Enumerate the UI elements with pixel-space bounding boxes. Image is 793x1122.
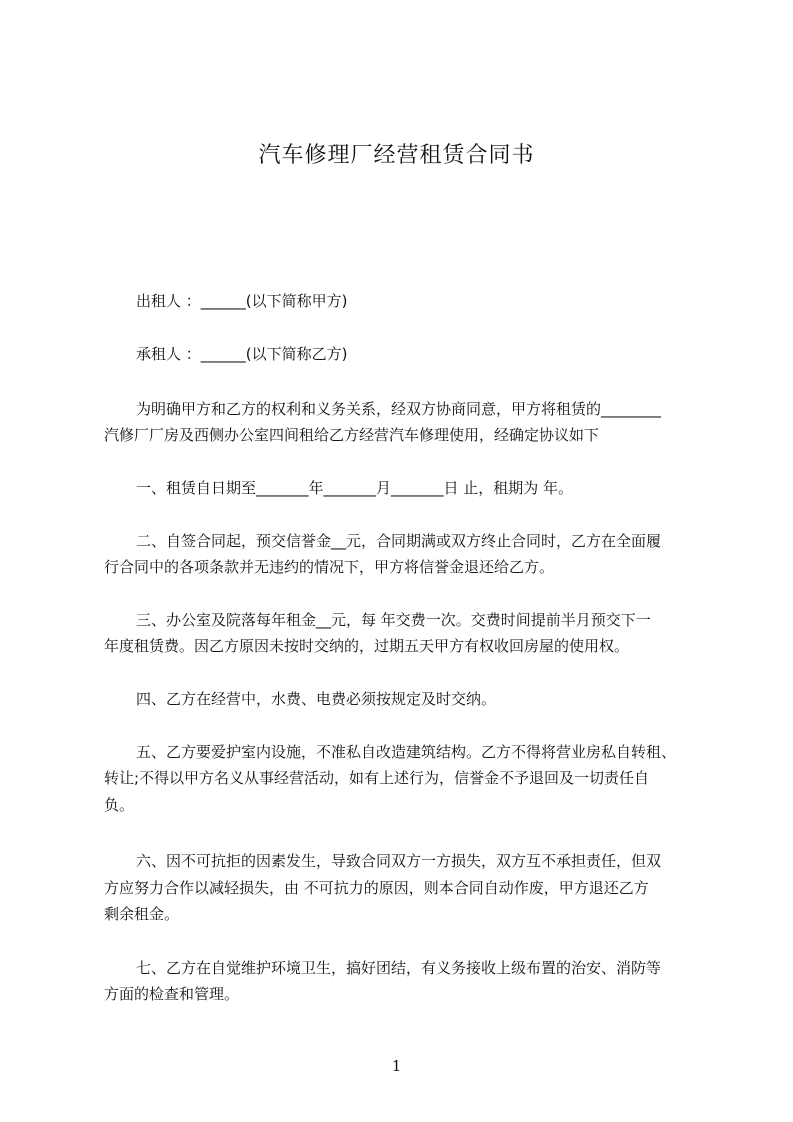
clause-7-line-2: 方面的检查和管理。 — [104, 985, 240, 1003]
clause-3-line-1: 三、办公室及院落每年租金__元，每 年交费一次。交费时间提前半月预交下一 — [136, 611, 651, 629]
clause-2-line-1: 二、自签合同起，预交信誉金__元，合同期满或双方终止合同时，乙方在全面履 — [136, 532, 662, 550]
clause-6-line-1: 六、因不可抗拒的因素发生，导致合同双方一方损失，双方互不承担责任，但双 — [136, 852, 662, 870]
clause-5-line-2: 转让;不得以甲方名义从事经营活动，如有上述行为，信誉金不予退回及一切责任自 — [104, 769, 650, 787]
clause-5-line-3: 负。 — [104, 796, 135, 814]
intro-line-1: 为明确甲方和乙方的权利和义务关系，经双方协商同意，甲方将租赁的________ — [136, 400, 662, 418]
document-title: 汽车修理厂经营租赁合同书 — [258, 143, 535, 168]
clause-5-line-1: 五、乙方要爱护室内设施，不准私自改造建筑结构。乙方不得将营业房私自转租、 — [136, 743, 677, 761]
page-number: 1 — [391, 1057, 402, 1075]
clause-4-line-1: 四、乙方在经营中，水费、电费必须按规定及时交纳。 — [136, 690, 497, 708]
intro-line-2: 汽修厂厂房及西侧办公室四间租给乙方经营汽车修理使用，经确定协议如下 — [104, 426, 600, 444]
clause-2-line-2: 行合同中的各项条款并无违约的情况下，甲方将信誉金退还给乙方。 — [104, 558, 555, 576]
clause-7-line-1: 七、乙方在自觉维护环境卫生，搞好团结，有义务接收上级布置的治安、消防等 — [136, 959, 662, 977]
clause-6-line-3: 剩余租金。 — [104, 905, 180, 923]
lessor-line: 出租人 ：______(以下简称甲方) — [136, 292, 348, 310]
lessee-line: 承租人 ：______(以下简称乙方) — [136, 345, 348, 363]
clause-3-line-2: 年度租赁费。因乙方原因未按时交纳的，过期五天甲方有权收回房屋的使用权。 — [104, 637, 630, 655]
clause-6-line-2: 方应努力合作以减轻损失，由 不可抗力的原因，则本合同自动作废，甲方退还乙方 — [104, 879, 649, 897]
clause-1-line-1: 一、租赁自日期至_______年_______月_______日 止，租期为 年。 — [136, 479, 574, 497]
